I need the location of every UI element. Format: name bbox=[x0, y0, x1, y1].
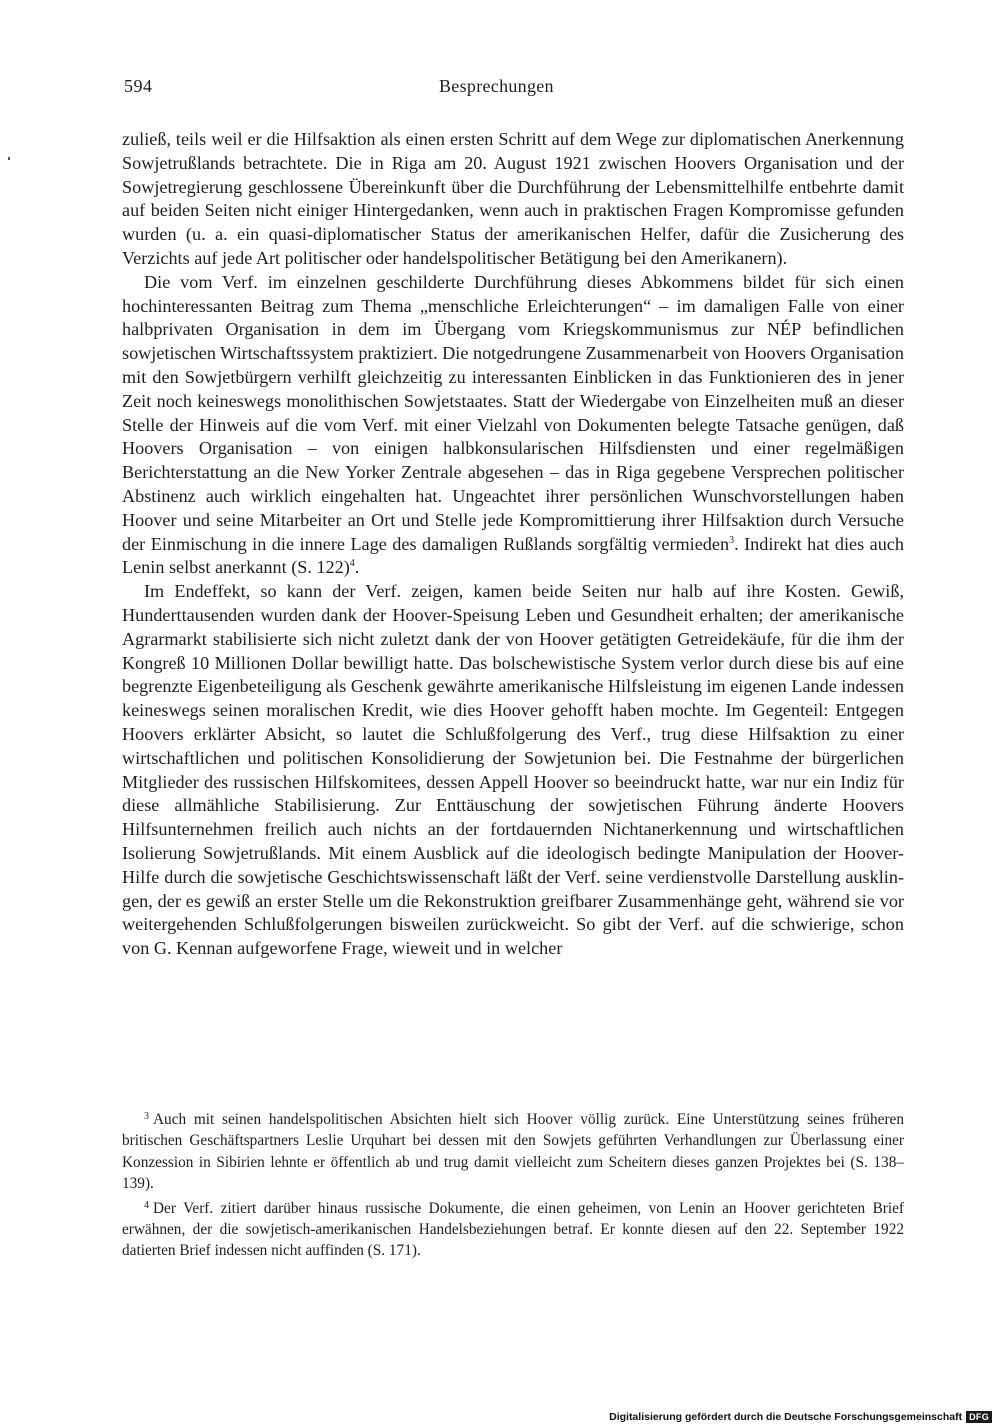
paragraph-1: zuließ, teils weil er die Hilfsaktion als einen ersten Schritt auf dem Wege zur diplomatischen Anerkennung Sowjetrußlands betrachtete. Die in Riga am 20. August 1921 zwischen Hoovers Organisation und der Sowjetregierung geschlossene Übereinkunft über die Durchführung der Lebensmittelhilfe entbehrte damit auf beiden Seiten nicht einiger Hintergedanken, wenn auch in praktischen Fragen Kompromisse gefunden wurden (u. a. ein quasi-diplomatischer Status der amerikanischen Helfer, dafür die Zusicherung des Verzichts auf jede Art politischer oder handelspolitischer Betätigung bei den Amerikanern). bbox=[122, 129, 904, 268]
paragraph-2-text-c: . bbox=[354, 557, 360, 578]
credit-text: Digitalisierung gefördert durch die Deutsche Forschungsgemeinschaft bbox=[609, 1411, 963, 1423]
footnote-text: Der Verf. zitiert darüber hinaus russische Dokumente, die einen geheimen, von Lenin an Hoover gerichteten Brief erwähnen, der die sowjetisch-amerikanischen Handelsbeziehungen betraf. Er konnte diesen auf den 22. September 1922 datierten Brief indessen nicht auffinden (S. 171). bbox=[122, 1199, 904, 1260]
page-header bbox=[124, 76, 904, 102]
footnote-marker: 4 bbox=[144, 1199, 149, 1211]
paragraph-3: Im Endeffekt, so kann der Verf. zeigen, kamen beide Seiten nur halb auf ihre Kosten. Gewiß, Hunderttausenden wurden dank der Hoover-Speisung Leben und Gesundheit erhalten; der amerikanische Agrarmarkt stabilisierte sich nicht zuletzt dank der von Hoover getätigten Getreidekäufe, für die ihm der Kongreß 10 Millionen Dollar bewilligt hatte. Das bolschewistische System verlor durch diese bis auf eine begrenzte Eigenbeteiligung als Geschenk gewährte amerikanische Hilfsleistung im eigenen Lande indessen keineswegs seinen moralischen Kredit, wie dies Hoover gehofft haben mochte. Im Gegenteil: Entgegen Hoovers erklärter Absicht, so lautet die Schlußfolgerung des Verf., trug diese Hilfsaktion zu einer wirtschaftlichen und politischen Konsolidierung der Sowjetunion bei. Die Festnahme der bürgerlichen Mitglieder des russischen Hilfskomitees, dessen Appell Hoover so beeindruckt hatte, war nur ein Indiz für diese allmähliche Stabilisierung. Zur Enttäuschung der sowjetischen Führung änderte Hoovers Hilfsunternehmen freilich auch nichts an der fortdauernden Nichtanerkennung und wirtschaftlichen Isolierung Sowjetrußlands. Mit einem Ausblick auf die ideologisch bedingte Manipulation der Hoover-Hilfe durch die sowjetische Geschichtswissenschaft läßt der Verf. seine verdienstvolle Darstellung ausklingen, der es gewiß an erster Stelle um die Rekonstruktion greifbarer Zusammenhänge geht, während sie vor weitergehenden Schlußfolgerungen bisweilen zurückweicht. So gibt der Verf. auf die schwierige, schon von G. Kennan aufgeworfene Frage, wieweit und in welcher bbox=[122, 581, 904, 959]
footnote-ref-3: 3 bbox=[729, 534, 735, 546]
paragraph-2 bbox=[122, 271, 904, 580]
running-title: Besprechungen bbox=[439, 76, 554, 96]
footnote-marker: 3 bbox=[144, 1111, 149, 1122]
footnote-text: Auch mit seinen handelspolitischen Absichten hielt sich Hoover völlig zurück. Eine Unterstützung seines früheren britischen Geschäftspartners Leslie Urquhart bei dessen mit den Sowjets geführten Verhandlungen zur Überlassung einer Konzession in Sibirien lehnte er öffentlich ab und trug damit vielleicht zum Scheitern dieses ganzen Projektes bei (S. 138–139). bbox=[122, 1111, 904, 1193]
footnote-3 bbox=[122, 1106, 904, 1195]
paragraph-2-text-b: . Indirekt hat dies auch Lenin selbst anerkannt (S. 122) bbox=[122, 533, 904, 578]
digitization-credit bbox=[609, 1409, 992, 1425]
footnote-ref-4: 4 bbox=[349, 558, 355, 570]
footnote-4 bbox=[122, 1195, 904, 1262]
dfg-logo: DFG bbox=[966, 1411, 992, 1423]
paragraph-2-text-a: Die vom Verf. im einzelnen geschilderte Durchführung dieses Abkommens bildet für sich einen hochinteressanten Beitrag zum Thema „menschliche Erleichterungen“ – im damaligen Falle von einer halbprivaten Organisation in dem im Übergang vom Kriegskommunismus zur NÉP befindlichen sowjetischen Wirtschaftssystem praktiziert. Die notgedrungene Zusammenarbeit von Hoovers Organisation mit den Sowjetbürgern verhilft gleichzeitig zu interessanten Einblicken in das Funktionieren des in jener Zeit noch keineswegs monolithischen Sowjetstaates. Statt der Wiedergabe von Einzelheiten muß an dieser Stelle der Hinweis auf die vom Verf. mit einer Vielzahl von Dokumenten belegte Tatsache genügen, daß Hoovers Organisation – von einigen halbkonsularischen Hilfsdiensten und einer regelmäßigen Berichterstattung an die New Yorker Zentrale abgesehen – das in Riga gegebene Versprechen politischer Abstinenz auch wirklich eingehalten hat. Ungeachtet ihrer persönlichen Wunschvorstellungen haben Hoover und seine Mitarbeiter an Ort und Stelle jede Kompromittierung ihrer Hilfsaktion durch Versuche der Einmischung in die innere Lage des damaligen Rußlands sorgfältig vermieden bbox=[122, 271, 904, 554]
body-text bbox=[122, 128, 904, 961]
page-number: 594 bbox=[124, 76, 153, 96]
margin-speck bbox=[8, 157, 10, 160]
footnotes bbox=[122, 1106, 904, 1262]
